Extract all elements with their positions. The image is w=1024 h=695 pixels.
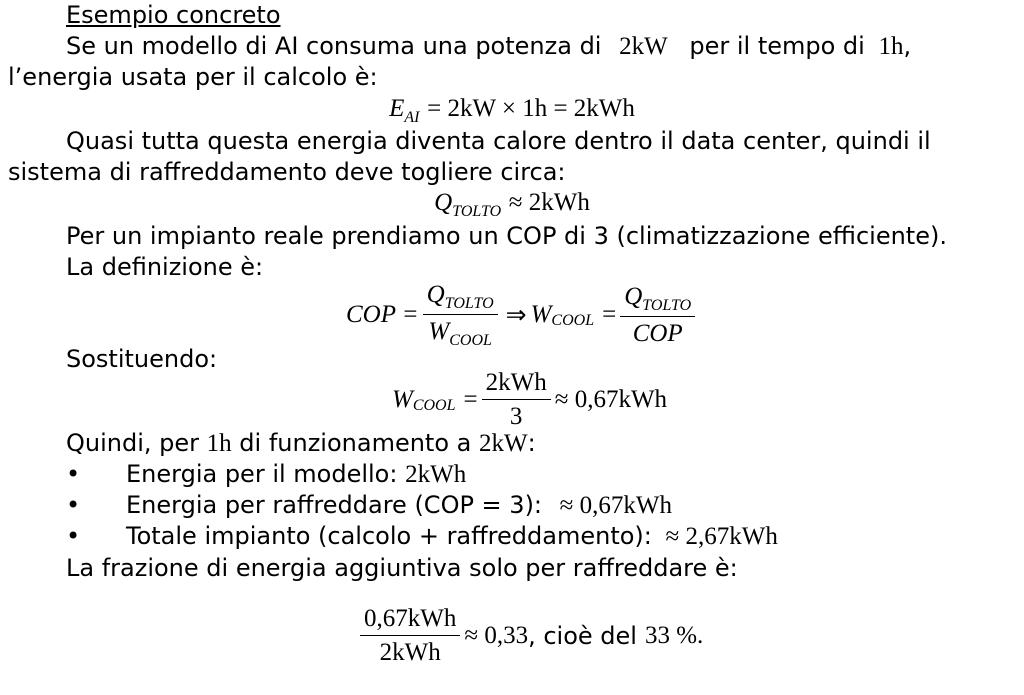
equation-wcool: W COOL = $\frac{\text{2kWh}}{3}$ ≈ 0,67kWh — [392, 366, 667, 433]
fraction-cooling-share: $\frac{\text{0,67kWh}}{\text{2kWh}}$ — [360, 602, 460, 669]
equation-fraction-result: $\frac{\text{0,67kWh}}{\text{2kWh}}$ ≈ 0,33 , cioè del 33 % . — [356, 602, 703, 669]
intro-line-1: Se un modello di AI consuma una potenza di 2kW per il tempo di 1h, — [66, 32, 912, 60]
equation-energy: $E_{AI} = 2kW \times 1h = 2kWh$ — [389, 95, 635, 126]
fraction-intro-line: La frazione di energia aggiuntiva solo per raffreddare è: — [66, 554, 738, 582]
summary-line: Quindi, per 1h di funzionamento a 2kW: — [66, 429, 536, 457]
heat-line-1: Quasi tutta questa energia diventa calore dentro il data center, quindi il — [66, 127, 931, 155]
equation-heat: $Q_{TOLTO} \approx 2kWh$ — [434, 189, 590, 220]
equation-cop-definition: COP = $\frac{Q_{TOLTO}}{W_{COOL}}$ ⇒ W COOL = $\frac{Q_{TOLTO}}{\text{COP}}$ — [346, 278, 699, 351]
substituting-label: Sostituendo: — [66, 345, 218, 373]
fraction-cop: $\frac{Q_{TOLTO}}{W_{COOL}}$ — [423, 278, 498, 351]
heat-line-2: sistema di raffreddamento deve togliere circa: — [8, 158, 566, 186]
fraction-wcool: $\frac{Q_{TOLTO}}{\text{COP}}$ — [620, 280, 695, 350]
fraction-wcool-value: $\frac{\text{2kWh}}{3}$ — [482, 366, 551, 433]
section-heading: Esempio concreto — [66, 1, 281, 29]
intro-line-2: l’energia usata per il calcolo è: — [8, 63, 378, 91]
cop-line-1: Per un impianto reale prendiamo un COP di 3 (climatizzazione efficiente). — [66, 222, 947, 250]
cop-line-2: La definizione è: — [66, 253, 264, 281]
